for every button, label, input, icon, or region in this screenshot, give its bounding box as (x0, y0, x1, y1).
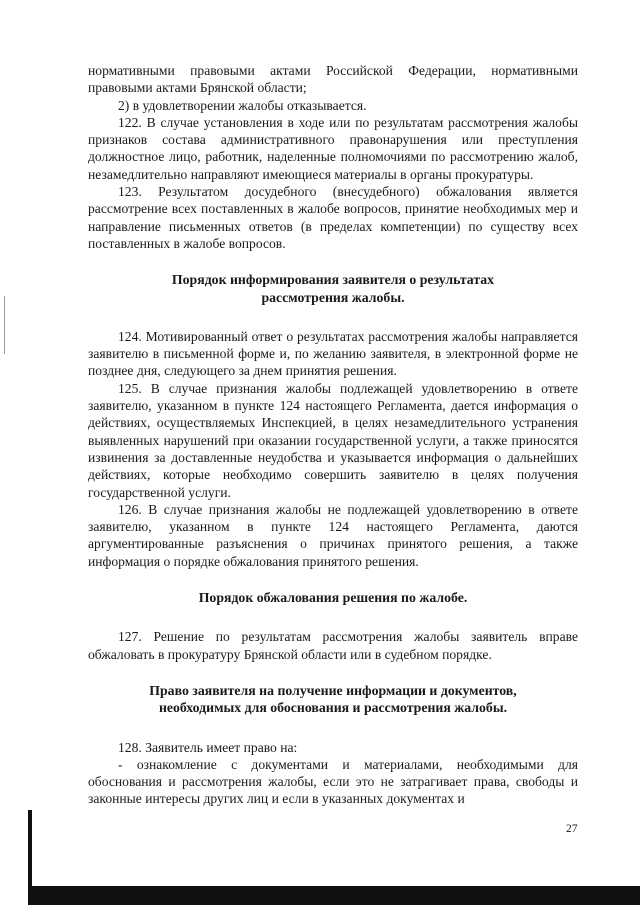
paragraph-126: 126. В случае признания жалобы не подлежащей удовлетворению в ответе заявителю, указанном в пункте 124 настоящего Регламента, даются аргументированные разъяснения о причинах принятого решения, а также информация о порядке обжалования принятого решения. (88, 501, 578, 569)
heading-line: необходимых для обоснования и рассмотрения жалобы. (158, 700, 508, 716)
paragraph-128-bullet: - ознакомление с документами и материалами, необходимыми для обоснования и рассмотрения жалобы, если это не затрагивает права, свободы и законные интересы других лиц и если в указанных документах и (88, 756, 578, 807)
heading-line: рассмотрения жалобы. (261, 289, 405, 305)
scan-edge-bottom (28, 886, 640, 905)
paragraph-127: 127. Решение по результатам рассмотрения жалобы заявитель вправе обжаловать в прокуратуру Брянской области или в судебном порядке. (88, 629, 578, 662)
paragraph-128: 128. Заявитель имеет право на: (118, 739, 298, 755)
section-heading-appeal (88, 589, 578, 606)
section-heading-rights (88, 682, 578, 717)
paragraph-124: 124. Мотивированный ответ о результатах рассмотрения жалобы направляется заявителю в письменной форме и, по желанию заявителя, в электронной форме не позднее дня, следующего за днем принятия решения. (88, 328, 578, 379)
page-number: 27 (566, 823, 578, 835)
paragraph-122: 122. В случае установления в ходе или по результатам рассмотрения жалобы признаков состава административного правонарушения или преступления должностное лицо, работник, наделенные полномочиями по рассмотрению жалоб, незамедлительно направляют имеющиеся материалы в органы прокуратуры. (88, 114, 578, 182)
heading-line: Право заявителя на получение информации и документов, (149, 682, 517, 698)
paragraph-continuation: нормативными правовыми актами Российской Федерации, нормативными правовыми актами Брянской области; (88, 63, 578, 96)
paragraph-item-2: 2) в удовлетворении жалобы отказывается. (118, 97, 367, 113)
paragraph-125: 125. В случае признания жалобы подлежащей удовлетворению в ответе заявителю, указанном в пункте 124 настоящего Регламента, дается информация о действиях, осуществляемых Инспекцией, в целях незамедлительного устранения выявленных нарушений при оказании государственной услуги, а также приносятся извинения за доставленные неудобства и указывается информация о дальнейших действиях, которые необходимо совершить заявителю в целях получения государственной услуги. (88, 380, 578, 500)
section-heading-informing (88, 271, 578, 306)
heading-line: Порядок информирования заявителя о результатах (171, 272, 495, 288)
paragraph-123: 123. Результатом досудебного (внесудебного) обжалования является рассмотрение всех поставленных в жалобе вопросов, принятие необходимых мер и направление письменных ответов (в пределах компетенции) по существу всех поставленных в жалобе вопросов. (88, 184, 578, 251)
scan-margin-mark (4, 296, 5, 354)
heading-line: Порядок обжалования решения по жалобе. (198, 590, 468, 606)
document-page (88, 62, 578, 808)
